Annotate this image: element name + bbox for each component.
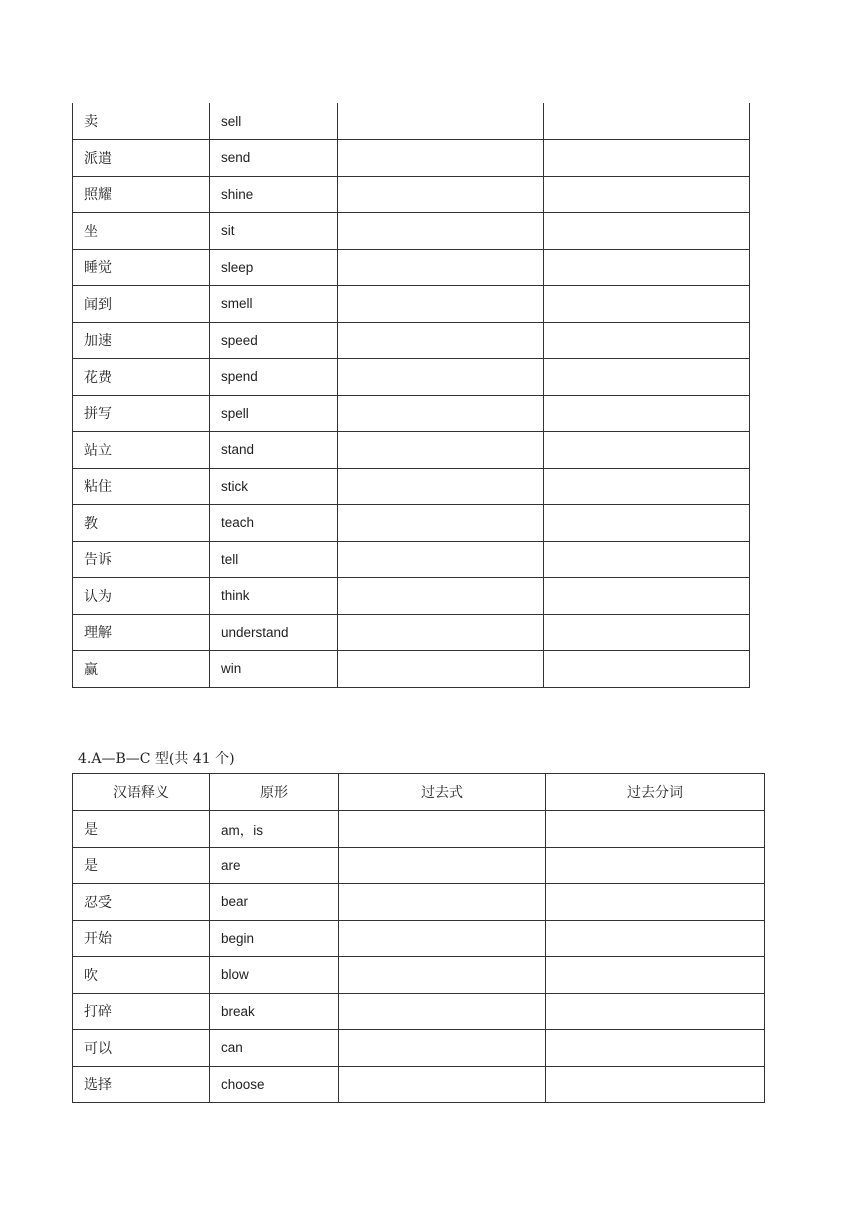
chinese-meaning-cell: 拼写: [73, 395, 210, 432]
base-form-cell: are: [210, 847, 339, 884]
chinese-meaning-cell: 打碎: [73, 993, 210, 1030]
chinese-meaning-cell: 告诉: [73, 541, 210, 578]
past-tense-blank-cell[interactable]: [338, 103, 544, 140]
table-row: [73, 578, 750, 615]
chinese-meaning-cell: 开始: [73, 920, 210, 957]
table-row: [73, 176, 750, 213]
past-tense-blank-cell[interactable]: [338, 176, 544, 213]
past-participle-blank-cell[interactable]: [546, 1030, 765, 1067]
table-row: [73, 884, 765, 921]
abc-verb-table-header: [73, 774, 765, 811]
past-tense-blank-cell[interactable]: [338, 505, 544, 542]
past-tense-blank-cell[interactable]: [338, 249, 544, 286]
past-participle-blank-cell[interactable]: [544, 176, 750, 213]
chinese-meaning-cell: 是: [73, 847, 210, 884]
base-form-cell: sell: [210, 103, 338, 140]
table-row: [73, 957, 765, 994]
base-form-cell: spell: [210, 395, 338, 432]
base-form-cell: blow: [210, 957, 339, 994]
past-participle-blank-cell[interactable]: [544, 286, 750, 323]
past-tense-blank-cell[interactable]: [339, 1066, 546, 1103]
base-form-cell: spend: [210, 359, 338, 396]
base-form-cell: understand: [210, 614, 338, 651]
base-form-cell: am，is: [210, 811, 339, 848]
base-form-cell: think: [210, 578, 338, 615]
table-row: [73, 1066, 765, 1103]
past-tense-blank-cell[interactable]: [339, 847, 546, 884]
past-participle-blank-cell[interactable]: [546, 993, 765, 1030]
table-row: [73, 322, 750, 359]
table-row: [73, 249, 750, 286]
chinese-meaning-cell: 花费: [73, 359, 210, 396]
chinese-meaning-cell: 是: [73, 811, 210, 848]
past-tense-blank-cell[interactable]: [339, 957, 546, 994]
base-form-cell: bear: [210, 884, 339, 921]
base-form-cell: break: [210, 993, 339, 1030]
chinese-meaning-cell: 理解: [73, 614, 210, 651]
past-tense-blank-cell[interactable]: [339, 920, 546, 957]
table-row: [73, 541, 750, 578]
table-row: [73, 140, 750, 177]
past-participle-blank-cell[interactable]: [544, 468, 750, 505]
past-tense-blank-cell[interactable]: [338, 432, 544, 469]
base-form-cell: teach: [210, 505, 338, 542]
chinese-meaning-cell: 选择: [73, 1066, 210, 1103]
base-form-cell: smell: [210, 286, 338, 323]
past-tense-blank-cell[interactable]: [338, 614, 544, 651]
past-tense-blank-cell[interactable]: [338, 140, 544, 177]
table-row: [73, 395, 750, 432]
table-row: [73, 920, 765, 957]
table-row: [73, 993, 765, 1030]
past-tense-blank-cell[interactable]: [338, 213, 544, 250]
past-participle-blank-cell[interactable]: [546, 957, 765, 994]
base-form-cell: win: [210, 651, 338, 688]
table-row: [73, 847, 765, 884]
base-form-cell: begin: [210, 920, 339, 957]
table-row: [73, 432, 750, 469]
chinese-meaning-cell: 赢: [73, 651, 210, 688]
base-form-cell: speed: [210, 322, 338, 359]
chinese-meaning-cell: 加速: [73, 322, 210, 359]
chinese-meaning-cell: 派遣: [73, 140, 210, 177]
header-past-participle: 过去分词: [546, 774, 765, 811]
section-heading: 4.A—B—C 型(共 41 个): [78, 751, 235, 767]
header-chinese-meaning: 汉语释义: [73, 774, 210, 811]
past-participle-blank-cell[interactable]: [544, 103, 750, 140]
chinese-meaning-cell: 粘住: [73, 468, 210, 505]
chinese-meaning-cell: 忍受: [73, 884, 210, 921]
past-participle-blank-cell[interactable]: [544, 140, 750, 177]
chinese-meaning-cell: 照耀: [73, 176, 210, 213]
past-participle-blank-cell[interactable]: [544, 395, 750, 432]
past-participle-blank-cell[interactable]: [546, 1066, 765, 1103]
past-participle-blank-cell[interactable]: [544, 213, 750, 250]
base-form-cell: sleep: [210, 249, 338, 286]
past-tense-blank-cell[interactable]: [338, 286, 544, 323]
past-participle-blank-cell[interactable]: [546, 884, 765, 921]
chinese-meaning-cell: 可以: [73, 1030, 210, 1067]
chinese-meaning-cell: 闻到: [73, 286, 210, 323]
header-row: [73, 774, 765, 811]
past-participle-blank-cell[interactable]: [544, 432, 750, 469]
past-tense-blank-cell[interactable]: [339, 811, 546, 848]
past-tense-blank-cell[interactable]: [338, 359, 544, 396]
table-row: [73, 359, 750, 396]
past-tense-blank-cell[interactable]: [339, 1030, 546, 1067]
past-participle-blank-cell[interactable]: [546, 847, 765, 884]
base-form-cell: can: [210, 1030, 339, 1067]
table-row: [73, 468, 750, 505]
base-form-cell: stick: [210, 468, 338, 505]
past-tense-blank-cell[interactable]: [338, 395, 544, 432]
chinese-meaning-cell: 认为: [73, 578, 210, 615]
base-form-cell: shine: [210, 176, 338, 213]
past-participle-blank-cell[interactable]: [546, 811, 765, 848]
table-row: [73, 1030, 765, 1067]
chinese-meaning-cell: 吹: [73, 957, 210, 994]
past-participle-blank-cell[interactable]: [544, 249, 750, 286]
past-tense-blank-cell[interactable]: [338, 578, 544, 615]
table-row: [73, 286, 750, 323]
past-participle-blank-cell[interactable]: [544, 578, 750, 615]
past-tense-blank-cell[interactable]: [339, 993, 546, 1030]
base-form-cell: tell: [210, 541, 338, 578]
abc-verb-table-body: [73, 811, 765, 1103]
base-form-cell: choose: [210, 1066, 339, 1103]
base-form-cell: sit: [210, 213, 338, 250]
chinese-meaning-cell: 睡觉: [73, 249, 210, 286]
past-tense-blank-cell[interactable]: [338, 541, 544, 578]
past-participle-blank-cell[interactable]: [544, 359, 750, 396]
chinese-meaning-cell: 卖: [73, 103, 210, 140]
base-form-cell: send: [210, 140, 338, 177]
table-row: [73, 811, 765, 848]
verb-table-body: [73, 103, 750, 687]
table-row: [73, 213, 750, 250]
header-base-form: 原形: [210, 774, 339, 811]
past-tense-blank-cell[interactable]: [338, 322, 544, 359]
past-tense-blank-cell[interactable]: [339, 884, 546, 921]
past-participle-blank-cell[interactable]: [544, 651, 750, 688]
table-row: [73, 505, 750, 542]
chinese-meaning-cell: 站立: [73, 432, 210, 469]
verb-table-continued: [72, 103, 750, 688]
past-participle-blank-cell[interactable]: [544, 322, 750, 359]
header-past-tense: 过去式: [339, 774, 546, 811]
past-participle-blank-cell[interactable]: [544, 614, 750, 651]
chinese-meaning-cell: 坐: [73, 213, 210, 250]
table-row: [73, 103, 750, 140]
past-tense-blank-cell[interactable]: [338, 468, 544, 505]
past-participle-blank-cell[interactable]: [544, 505, 750, 542]
table-row: [73, 651, 750, 688]
past-participle-blank-cell[interactable]: [544, 541, 750, 578]
past-participle-blank-cell[interactable]: [546, 920, 765, 957]
past-tense-blank-cell[interactable]: [338, 651, 544, 688]
base-form-cell: stand: [210, 432, 338, 469]
abc-verb-table: [72, 773, 765, 1103]
chinese-meaning-cell: 教: [73, 505, 210, 542]
table-row: [73, 614, 750, 651]
